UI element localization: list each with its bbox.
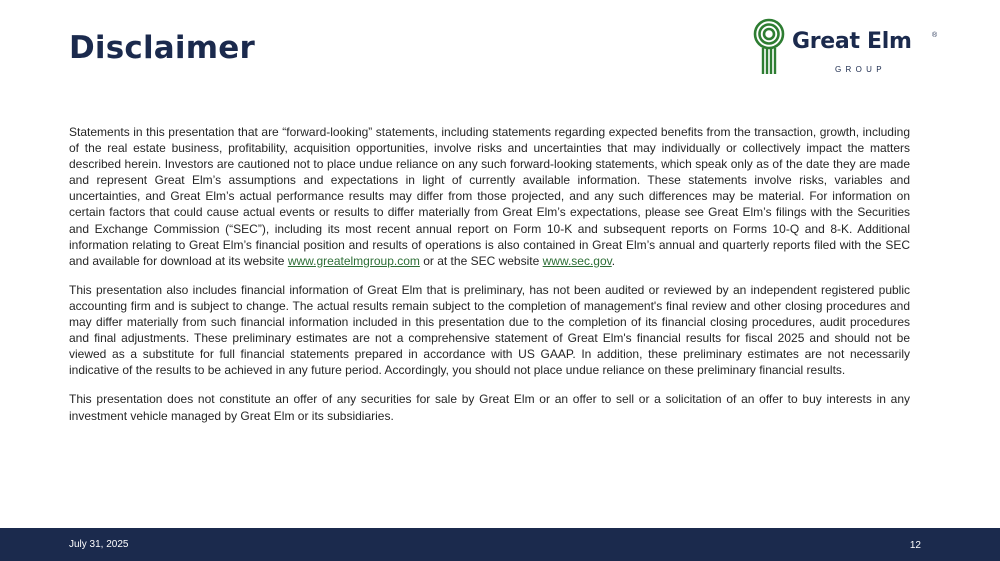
disclaimer-paragraph-forward-looking [69, 124, 910, 269]
logo-subtitle: GROUP [835, 65, 886, 74]
company-website-link[interactable]: www.greatelmgroup.com [287, 253, 420, 268]
company-logo [752, 18, 942, 78]
sec-website-link[interactable]: www.sec.gov [542, 253, 612, 268]
disclaimer-paragraph-no-offer: This presentation does not constitute an offer of any securities for sale by Great Elm or an offer to sell or a solicitation of an offer to buy interests in any investment vehicle managed by Great Elm or its subsidiaries. [69, 392, 910, 423]
logo-wordmark: Great Elm [792, 29, 912, 54]
tree-ring-logo-icon [752, 18, 786, 76]
footer-date: July 31, 2025 [69, 539, 129, 550]
page-number: 12 [909, 540, 921, 551]
paragraph-text: or at the SEC website [419, 253, 543, 268]
paragraph-text: Statements in this presentation that are “forward-looking” statements, including statements regarding expected benefits from the transaction, growth, including of the real estate business, profitability, acquisition opportunities, involve risks and uncertainties that may individually or collectively impact the matters described herein. Investors are cautioned not to place undue reliance on any such forward-looking statements, which speak only as of the date they are made and represent Great Elm’s assumptions and expectations in light of currently available information. These statements involve risks, variables and uncertainties, and Great Elm’s actual performance results may differ from those projected, and any such differences may be material. For information on certain factors that could cause actual events or results to differ materially from Great Elm’s expectations, please see Great Elm’s filings with the Securities and Exchange Commission (“SEC”), including its most recent annual report on Form 10-K and subsequent reports on Forms 10-Q and 8-K. Additional information relating to Great Elm’s financial position and results of operations is also contained in Great Elm’s annual and quarterly reports filed with the SEC and available for download at its website [69, 125, 910, 268]
logo-registered-mark: ® [932, 32, 938, 39]
disclaimer-body [69, 124, 910, 437]
paragraph-text: . [611, 253, 616, 268]
slide-title: Disclaimer [69, 30, 255, 66]
footer-bar [0, 528, 1000, 561]
disclaimer-paragraph-preliminary: This presentation also includes financial information of Great Elm that is preliminary, has not been audited or reviewed by an independent registered public accounting firm and is subject to change. The actual results remain subject to the completion of management's final review and other closing procedures and may differ materially from such financial information included in this presentation due to the completion of its financial closing procedures, audit procedures and final adjustments. These preliminary estimates are not a comprehensive statement of Great Elm's financial results for fiscal 2025 and should not be viewed as a substitute for full financial statements prepared in accordance with US GAAP. In addition, these preliminary estimates are not necessarily indicative of the results to be achieved in any future period. Accordingly, you should not place undue reliance on these preliminary financial results. [69, 282, 910, 378]
